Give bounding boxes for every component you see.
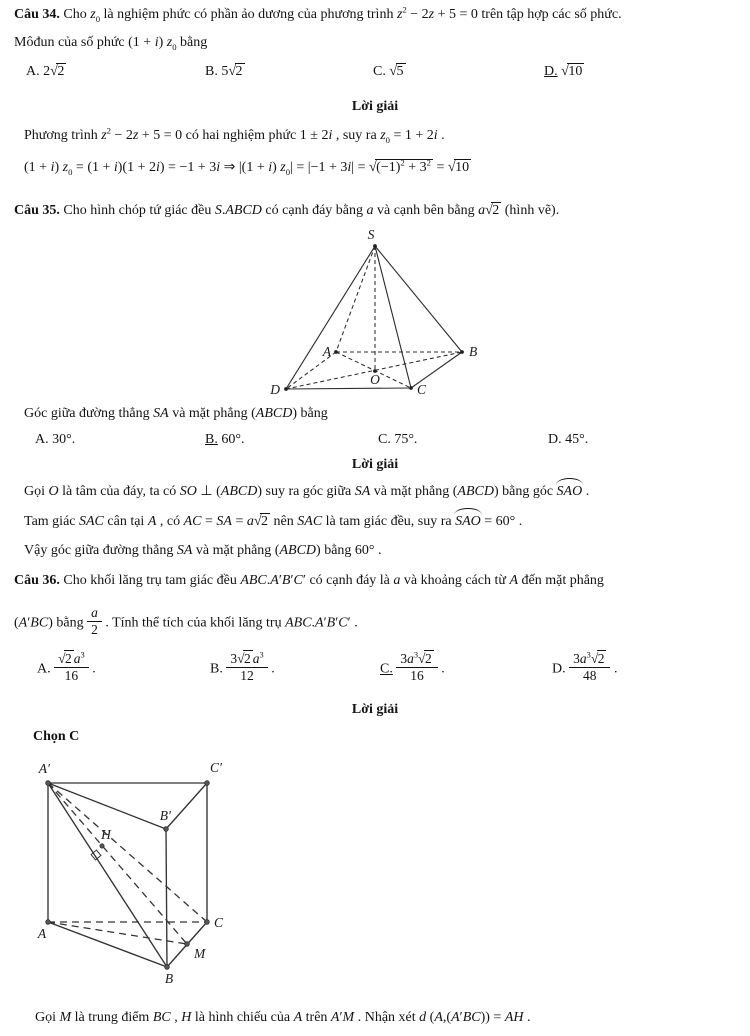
q34-option-b: B. 5√2 (205, 64, 243, 79)
q35-solution-line1: Gọi O là tâm của đáy, ta có SO ⊥ (ABCD) suy ra góc giữa SA và mặt phẳng (ABCD) bằng góc SAO . (24, 482, 589, 502)
label-O: O (370, 372, 380, 387)
q35-option-c: C. 75°. (378, 432, 418, 447)
edge-AB (48, 922, 167, 967)
q36-loigiai-heading: Lời giải (351, 702, 399, 717)
vertex-dot-A (334, 350, 338, 354)
pyramid-dashed-edges (286, 246, 462, 389)
pyramid-solid-edges (286, 246, 462, 389)
q35-option-a: A. 30°. (35, 432, 76, 447)
label-Ap: A′ (38, 761, 50, 776)
vertex-dot-C (205, 920, 210, 925)
vertex-dot-Cp (205, 781, 210, 786)
q35-solution-line2: Tam giác SAC cân tại A , có AC = SA = a√2 nên SAC là tam giác đều, suy ra SAO = 60° . (24, 512, 522, 532)
q36-option-b: B. $\frac{3√2 a^3}{12}$ . (210, 650, 275, 683)
q34-loigiai-heading: Lời giải (351, 99, 399, 114)
q35-option-d: D. 45°. (548, 432, 589, 447)
q34-option-c: C. √5 (373, 64, 404, 79)
label-Bp: B′ (159, 808, 171, 823)
edge-DC (286, 388, 411, 389)
q34-text-line2: Môđun của số phức (1 + i) $z_0$ bằng (14, 35, 208, 52)
vertex-dot-S (373, 244, 377, 248)
q35-solution-line3: Vậy góc giữa đường thẳng SA và mặt phẳng (ABCD) bằng 60° . (24, 543, 382, 558)
label-M: M (194, 946, 206, 961)
vertex-dot-Bp (164, 827, 169, 832)
q35-loigiai-heading: Lời giải (351, 457, 399, 472)
pyramid-vertex-dots (284, 244, 464, 391)
edge-BpB (166, 829, 167, 967)
q36-option-a: A. $\frac{√2 a^3}{16}$ . (37, 650, 96, 683)
label-S: S (367, 227, 375, 242)
label-H: H (101, 827, 111, 842)
q36-option-d: D. $\frac{3a^3√2}{48}$ . (552, 650, 618, 683)
q34-text-line1: Câu 34. Cho $z_0$ là nghiệm phức có phần ảo dương của phương trình $z^2 - 2z + 5 = 0$ trên tập hợp các số phức. (14, 4, 622, 24)
q34-option-d: D. √10 (544, 64, 583, 79)
q36-solution-line1: Gọi M là trung điểm BC , H là hình chiếu của A trên A′M . Nhận xét d (A,(A′BC)) = AH . (35, 1010, 531, 1025)
label-A: A (322, 344, 331, 359)
q34-solution-line1: Phương trình $z^2 - 2z + 5 = 0$ có hai nghiệm phức 1 ± 2i , suy ra $z_0 = 1 + 2i$ . (24, 125, 445, 145)
q34-option-a: A. 2√2 (26, 64, 65, 79)
vertex-dot-B (460, 350, 464, 354)
q35-text-line1: Câu 35. Cho hình chóp tứ giác đều S.ABCD có cạnh đáy bằng a và cạnh bên bằng a√2 (hình vẽ). (14, 203, 560, 218)
q36-text-line1: Câu 36. Cho khối lăng trụ tam giác đều ABC.A′B′C′ có cạnh đáy là a và khoảng cách từ A đến mặt phẳng (14, 573, 604, 588)
edge-ApB (48, 783, 167, 967)
prism-figure (28, 756, 248, 990)
q36-chon-line: Chọn C (33, 729, 80, 744)
q35-question-line: Góc giữa đường thẳng SA và mặt phẳng (ABCD) bằng (24, 406, 328, 421)
label-B: B (469, 344, 478, 359)
label-C: C (214, 915, 224, 930)
edge-BpCp (166, 783, 207, 829)
vertex-dot-A (46, 920, 51, 925)
vertex-dot-H (100, 844, 104, 848)
label-D: D (270, 382, 280, 397)
q34-solution-line2: (1 + i) $z_0 = (1 + i)(1 + 2i) = -1 + 3i$ ⇒ |(1 + i) $z_0| = |-1 + 3i| = √(-1)^2 + 3^2 = √10$ (24, 157, 470, 177)
edge-ApBp (48, 783, 166, 829)
prism-dashed-edges (48, 783, 207, 944)
prism-labels (37, 760, 224, 986)
vertex-dot-M (185, 942, 190, 947)
label-Cp: C′ (210, 760, 222, 775)
pyramid-figure (263, 226, 478, 398)
vertex-dot-D (284, 387, 288, 391)
label-C: C (417, 382, 427, 397)
vertex-dot-B (165, 965, 170, 970)
label-A: A (37, 926, 47, 941)
edge-SD (286, 246, 375, 389)
edge-ApC (48, 783, 207, 922)
q36-option-c: C. $\frac{3a^3√2}{16}$ . (380, 650, 445, 683)
pyramid-labels (269, 227, 477, 397)
vertex-dot-Ap (46, 781, 51, 786)
label-B: B (164, 971, 174, 986)
q36-text-line2: (A′BC) bằng $\frac{a}{2}$ . Tính thể tích của khối lăng trụ ABC.A′B′C′ . (14, 605, 358, 637)
vertex-dot-C (409, 386, 413, 390)
q35-option-b: B. 60°. (205, 432, 245, 447)
